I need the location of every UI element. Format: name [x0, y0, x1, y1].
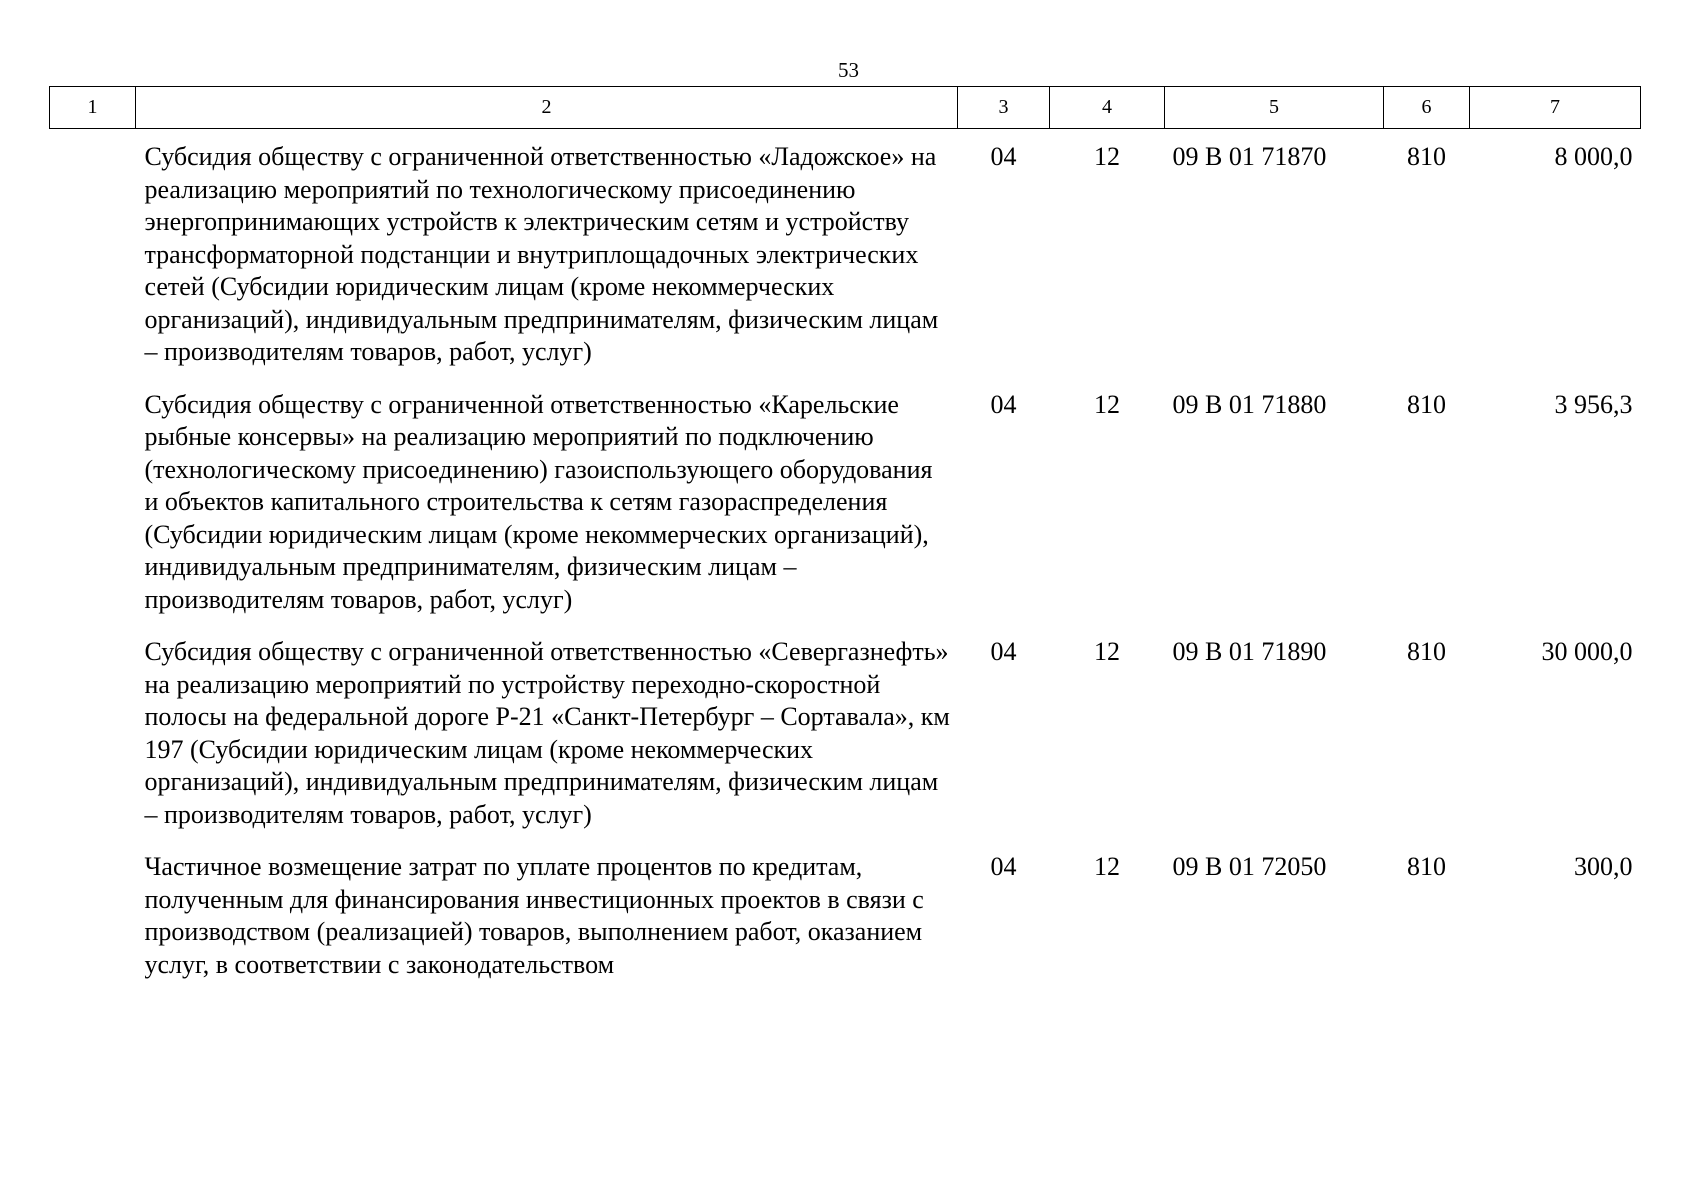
row-section-code: 04	[990, 389, 1017, 419]
header-col-7: 7	[1470, 87, 1641, 129]
row-target-item-code: 09 В 01 72050	[1172, 852, 1327, 881]
header-col-2: 2	[136, 87, 958, 129]
row-subsection-code: 12	[1094, 852, 1120, 881]
page-number: 53	[838, 58, 859, 82]
row-subsection-code: 12	[1094, 637, 1120, 666]
row-section-code: 04	[990, 852, 1017, 881]
row-section-code: 04	[990, 142, 1017, 171]
row-expense-type-code: 810	[1407, 389, 1446, 419]
row-target-item-code: 09 В 01 71870	[1172, 142, 1327, 171]
row-expense-type-code: 810	[1407, 852, 1446, 881]
row-amount: 8 000,0	[1554, 142, 1633, 171]
table-header	[50, 87, 1641, 129]
row-amount: 300,0	[1574, 852, 1633, 881]
row-section-code: 04	[990, 637, 1017, 666]
table-row	[50, 377, 1641, 625]
row-col-1	[50, 129, 136, 377]
table-row	[50, 624, 1641, 839]
row-target-item-code: 09 В 01 71890	[1172, 637, 1327, 666]
row-description: Субсидия обществу с ограниченной ответственностью «Ладожское» на реализацию мероприятий по технологическому присоединению энергопринимающих устройств к электрическим сетям и устройству трансформаторной подстанции и внутриплощадочных электрических сетей (Субсидии юридическим лицам (кроме некоммерческих организаций), индивидуальным предпринимателям, физическим лицам – производителям товаров, работ, услуг)	[144, 142, 939, 366]
header-col-5: 5	[1165, 87, 1384, 129]
row-col-1	[50, 624, 136, 839]
header-col-1: 1	[50, 87, 136, 129]
header-col-6: 6	[1384, 87, 1470, 129]
table-row	[50, 839, 1641, 989]
row-description: Частичное возмещение затрат по уплате процентов по кредитам, полученным для финансирования инвестиционных проектов в связи с производством (реализацией) товаров, выполнением работ, оказанием услуг, в соответствии с законодательством	[144, 852, 924, 979]
row-col-1	[50, 839, 136, 989]
row-subsection-code: 12	[1094, 389, 1120, 419]
table-row	[50, 129, 1641, 377]
row-amount: 3 956,3	[1554, 389, 1633, 419]
row-description: Субсидия обществу с ограниченной ответственностью «Карельские рыбные консервы» на реализацию мероприятий по подключению (технологическому присоединению) газоиспользующего оборудования и объектов капитального строительства к сетям газораспределения (Субсидии юридическим лицам (кроме некоммерческих организаций), индивидуальным предпринимателям, физическим лицам – производителям товаров, работ, услуг)	[144, 389, 933, 614]
header-col-4: 4	[1050, 87, 1165, 129]
budget-table	[49, 86, 1641, 989]
table-body	[50, 129, 1641, 990]
row-amount: 30 000,0	[1541, 637, 1633, 666]
row-expense-type-code: 810	[1407, 142, 1446, 171]
row-target-item-code: 09 В 01 71880	[1172, 389, 1327, 419]
row-subsection-code: 12	[1094, 142, 1120, 171]
row-description: Субсидия обществу с ограниченной ответственностью «Севергазнефть» на реализацию мероприятий по устройству переходно-скоростной полосы на федеральной дороге Р-21 «Санкт-Петербург – Сортавала», км 197 (Субсидии юридическим лицам (кроме некоммерческих организаций), индивидуальным предпринимателям, физическим лицам – производителям товаров, работ, услуг)	[144, 637, 950, 829]
row-col-1	[50, 377, 136, 625]
header-col-3: 3	[958, 87, 1050, 129]
row-expense-type-code: 810	[1407, 637, 1446, 666]
header-row	[50, 87, 1641, 129]
